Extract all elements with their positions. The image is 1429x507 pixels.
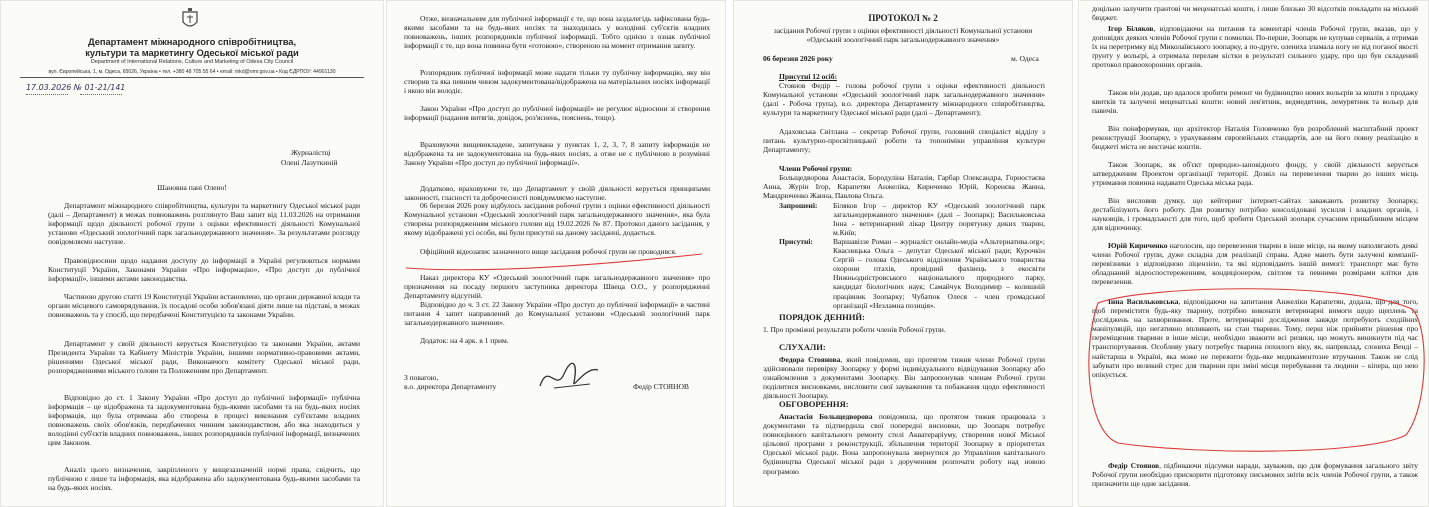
paragraph: Також Зоопарк, як об'єкт природно-заповідного фонду, у своїй діяльності керується затвердженим Проектом організації території. Дозвіл на перевезення тварин до інших місць утримання повинна надавати Одеська міська рада. [1092,160,1418,188]
paragraph: доцільно залучити грантові чи меценатські кошти, і лише близько 30 відсотків покладати на міський бюджет. [1092,4,1418,23]
speaker-text: , підбиваючи підсумки наради, зауважив, що для формування загального звіту Робочої групи необхідно прискорити підготовку письмових звітів всіх членів Робочої групи, а також призначити ще одне засідання. [1092,461,1419,489]
paragraph: Наказ директора КУ «Одеський зоологічний парк загальнодержавного значення» про призначення на посаду першого заступника директора Швеца О.О., у розпорядженні Департаменту відсутній. [404,273,710,301]
invited-list: Біляков Ігор – директор КУ «Одеський зоологічний парк загальнодержавного значення» (далі – Зоопарк); Васильковська Інна - ветеринарний лікар Центру порятунку диких тварин, м.Київ; [833,201,1045,238]
paragraph: Він поінформував, що архітектор Наталія Головченко був розроблений масштабний проект реконструкції Зоопарку, з урахуванням європейських стандартів, але на його повну реалізацію в бюджеті міста не вистачає коштів. [1092,124,1418,152]
paragraph [1092,241,1418,286]
regards: З повагою, [404,373,439,382]
protocol-page-1 [733,0,1073,507]
paragraph: Аналіз цього визначення, закріпленого у вищезазначеній нормі права, свідчить, що публічною є лише та інформація, яка відображена або задокументована будь-якими засобами та на будь-яких носіях. [48,465,360,493]
red-underline-mark [404,252,704,274]
speaker-name: Юрій Кириченко [1108,241,1168,250]
highlighted-paragraph: Офіційний відеозапис зазначеного вище засідання робочої групи не проводився. [420,247,677,256]
protocol-page-2 [1078,0,1429,507]
department-address: вул. Європейська, 1, м. Одеса, 65026, Україна • тел. +380 48 705 55 64 • email: mkd@omr.gov.ua • Код ЄДРПОУ: 44901130 [48,69,336,75]
paragraph: Також він додав, що вдалося зробити ремонт чи будівництво нових вольєрів за кошти з продажу квитків та залучені меценатські кошти: новий лев'ятник, ведмедятник, лемурятник та вольєр для павичів. [1092,88,1418,116]
paragraph: Департамент у своїй діяльності керується Конституцією та законами України, актами Президента України та Кабінету Міністрів України, іншими нормативно-правовими актами, рішеннями Одеської міської ради, Виконавчого комітету Одеської міської ради, розпорядженнями міського голови та Положенням про Департамент. [48,339,360,376]
date-underline [26,94,68,95]
speaker-name: Федір Стоянов [1108,461,1160,470]
paragraph: 06 березня 2026 року відбулось засідання робочої групи з оцінки ефективності діяльності Комунальної установи «Одеський зоологічний парк загальнодержавного значення», яка була створена розпорядженням міського голови від 19.02.2026 № 87. Протокол даного засідання, у якому відображені усі особи, які були присутні на даному засіданні, додається. [404,201,710,238]
speaker-text: наголосив, що перевезення тварин в інше місце, на якому наполягають деякі члени Робочої групи, дуже складна для реалізації справа. Адже мають бути залучені компанії-перевізники з відповідною ліцензією, та які відповідають іншій вимогі: транспорт має бути обладнаний відеоспостереженням, кондиціонером, світлом та певними розмірами клітки для перевезення. [1092,241,1418,287]
department-title-english: Department of International Relations, Culture and Marketing of Odesa City Council [90,59,294,65]
paragraph: Отже, визначальним для публічної інформації є те, що вона заздалегідь зафіксована будь-якими засобами та на будь-яких носіях та знаходилась у володінні суб'єктів владних повноважень, інших розпорядників публічної інформації. Тобто однією з ознак публічної інформації є те, що вона повинна бути «готовою», створеною на момент отримання запиту. [404,14,710,51]
attendees-list: Варшавіззе Роман – журналіст онлайн-медіа «Альтернатива.org»; Квасницька Ольга – депутат Одеської міської ради; Курочкін Сергій – голова Одеського відділення Українського товариства охорони птахів, провідний фахівець з екосвіти Нижньодністровського національного природного парку, кандидат біологічних наук; Самайчук Володимир – колишній працівник Зоопарку; Чубатюк Олеся - член громадської організації «Незламна позиція». [833,237,1045,310]
attachment-note: Додаток: на 4 арк. в 1 прим. [420,336,509,345]
discussion-paragraph [763,412,1045,476]
letter-page-2 [386,0,726,507]
agenda-label: ПОРЯДОК ДЕННИЙ: [779,312,865,322]
paragraph: Додатково, враховуючи те, що Департамент у своїй діяльності керується принципами законності, гласності та доброчесності повідомляємо наступне. [404,184,710,203]
paragraph: Він висловив думку, що кейтеринг інтернет-сайтах заважають розвитку Зоопарку, дестабілізують його роботу. Для розвитку потрібно консолідовані зусилля і владних органів, і науковців, і громадськості для того, щоб зробити Одеський зоопарк сучасним привабливим місцем для відпочинку. [1092,196,1418,233]
header-divider [20,77,364,78]
paragraph: Враховуючи вищевикладене, запитувана у пунктах 1, 2, 3, 7, 8 запиту інформація не відображена та не задокументована на будь-яких носіях, а отже не є публічною в розумінні Закону України «Про доступ до публічної інформації». [404,140,710,168]
attendees-label: Присутні: [779,237,813,246]
signer-name: Федір СТОЯНОВ [633,382,689,391]
department-title-line-1: Департамент міжнародного співробітництва, [87,36,297,47]
speaker-text: , відповідаючи на питання та коментарі членів Робочої групи, вказав, що у доповідях деяких членів Робочої групи є помилки. По-перше, Зоопарк не купував сервалів, а отримав їх на перетримку від Миколаївського зоопарку, а по-друге, олениха зламала ногу не від поганої якості ґрунту у вольєрі, а отримала перелам кістки в результаті сильного удару, про що був складений протокол правоохоронних органів. [1092,24,1418,70]
members-label: Члени Робочої групи: [779,164,853,173]
paragraph: Відповідно до ст. 1 Закону України «Про доступ до публічної інформації» публічна інформація – це відображена та задокументована будь-якими засобами та на будь-яких носіях інформація, що була отримана або створена в процесі виконання суб'єктами владних повноважень своїх обов'язків, передбачених чинним законодавством, або яка знаходиться у володінні суб'єктів владних повноважень, інших розпорядників публічної інформації, визначених цим Законом. [48,393,360,448]
speaker-text: , відповідаючи на запитання Анжеліки Карапетян, додала, що для того, щоб перемістити будь-яку тварину, потрібно виконати ветеринарні вимоги щодо щеплень та досліджень на захворювання. Проте, ветеринарні дослідження завжди потребують сходійних маніпуляцій, що негативно впливають на стан тварини. Тому, перш ніж прийняти рішення про переміщення тварини в інше місце, необхідно зважити всі ризики, що можуть виникнути під час транспортування. Особливу увагу потребує тварина похилого віку, як, наприклад, слониха Венді – найстарша в Україні, яка може не пережити будь-яке медикаментозне втручання. Також не слід забувати про великий стрес для тварини при зміні місця перебування та людини – кіпера, що нею опікується. [1092,297,1419,379]
meeting-date: 06 березня 2026 року [763,54,833,63]
paragraph: Закон України «Про доступ до публічної інформації» не регулює відносини зі створення інформації (надання витягів, довідок, роз'яснень, пояснень, тощо). [404,104,710,123]
speaker-name: Анастасія Больщедворова [779,412,873,421]
protocol-subtitle: засідання Робочої групи з оцінки ефективності діяльності Комунальної установи «Одеський зоологічний парк загальнодержавного значення» [773,26,1033,45]
signature-icon [534,356,604,396]
invited-label: Запрошені: [779,201,818,210]
chair-entry: Стоянов Федір – голова робочої групи з оцінки ефективності діяльності Комунальної установи «Одеський зоологічний парк загальнодержавного значення» (далі - Робоча група), в.о. директора Департаменту міжнародного співробітництва, культури та маркетингу Одеської міської ради (далі – Департамент); [763,81,1045,118]
secretary-entry: Адаховська Світлана – секретар Робочої групи, головний спеціаліст відділу з питань культурно-просвітницької роботи та топоніміки управління культури Департаменту; [763,127,1045,155]
present-label: Присутні 12 осіб: [779,72,837,81]
paragraph: Правовідносини щодо надання доступу до інформації в Україні регулюються нормами Конституції України, Законами України «Про інформацію», «Про доступ до публічної інформації», іншими актами законодавства. [48,256,360,284]
greeting: Шановна пані Олено! [157,183,227,192]
speaker-text: повідомила, що протягом тижня працювала з документами та підтвердила свої попередні висновки, що Зоопарк потребує повноцінного капітального ремонту стелі Акватераріуму, створення нової Міської цільової програми з реконструкції, збільшення території Зоопарку в пріоритетах Одеської міської ради. Вона запропонувала звернутися до Управління капітального будівництва Одеської міської ради з дорученням розпочати роботу над новою програмою [763,412,1046,476]
recipient-line-1: Журналістці [291,148,331,157]
paragraph: Частиною другою статті 19 Конституції України встановлено, що органи державної влади та органи місцевого самоврядування, їх посадові особи зобов'язані діяти лише на підставі, в межах повноважень та у спосіб, що передбачені Конституцією та законами України. [48,292,360,320]
discussion-label: ОБГОВОРЕННЯ: [779,399,849,409]
members-list: Больщедворова Анастасія, Бородуліна Наталія, Гарбар Олександра, Горностаєва Анна, Журін Ігор, Карапетян Анжеліка, Кириченко Юрій, Коренєва Жанна, Мандрюченко Жанна, Павлова Ольга. [763,173,1045,201]
paragraph [1092,24,1418,69]
listened-paragraph [763,355,1045,400]
coat-of-arms-icon [182,8,198,30]
agenda-item-1: 1. Про проміжні результати роботи членів Робочої групи. [763,325,946,334]
speaker-name: Інна Васильковська [1108,297,1179,306]
department-title-line-2: культури та маркетингу Одеської міської ради [85,47,299,58]
recipient-line-2: Олені Лазуткиній [281,158,338,167]
protocol-title: ПРОТОКОЛ № 2 [868,13,938,23]
paragraph: Відповідно до ч. 3 ст. 22 Закону України «Про доступ до публічної інформації» в частині питання 4 запит направлений до Комунальної установи «Одеський зоологічний парк загальнодержавного значення». [404,300,710,328]
number-underline [80,94,122,95]
paragraph: Департамент міжнародного співробітництва, культури та маркетингу Одеської міської ради (далі – Департамент) в межах повноважень розглянуто Ваш запит від 11.03.2026 на отримання інформації щодо діяльності робочої групи з оцінки ефективності діяльності Комунальної установи «Одеський зоологічний парк загальнодержавного значення». За результатами розгляду повідомляємо наступне. [48,201,360,247]
speaker-text: , який повідомив, що протягом тижня члени Робочої групи здійснювали перевірку Зоопарку у формі індивідуального відвідування Зоопарку або ознайомлення з документами Зоопарку. Він запропонував членам Робочої групи поділитися висновками, висловити свої зауваження та побажання щодо ефективності діяльності Зоопарку. [763,355,1045,401]
letter-page-1 [0,0,384,507]
outgoing-number: 17.03.2026 № 01-21/141 [26,83,126,92]
signer-position: в.о. директора Департаменту [404,382,497,391]
speaker-name: Федора Стоянова [779,355,841,364]
red-circle-mark [1078,287,1429,457]
speaker-name: Ігор Біляков [1108,24,1154,33]
listened-label: СЛУХАЛИ: [779,342,826,352]
paragraph [1092,461,1418,488]
meeting-city: м. Одеса [1011,54,1039,63]
paragraph: Розпорядник публічної інформації може надати тільки ту публічну інформацію, яку він створив та яка певним чином задокументована/відображена на матеріальних носіях інформації і якою він володіє. [404,68,710,96]
